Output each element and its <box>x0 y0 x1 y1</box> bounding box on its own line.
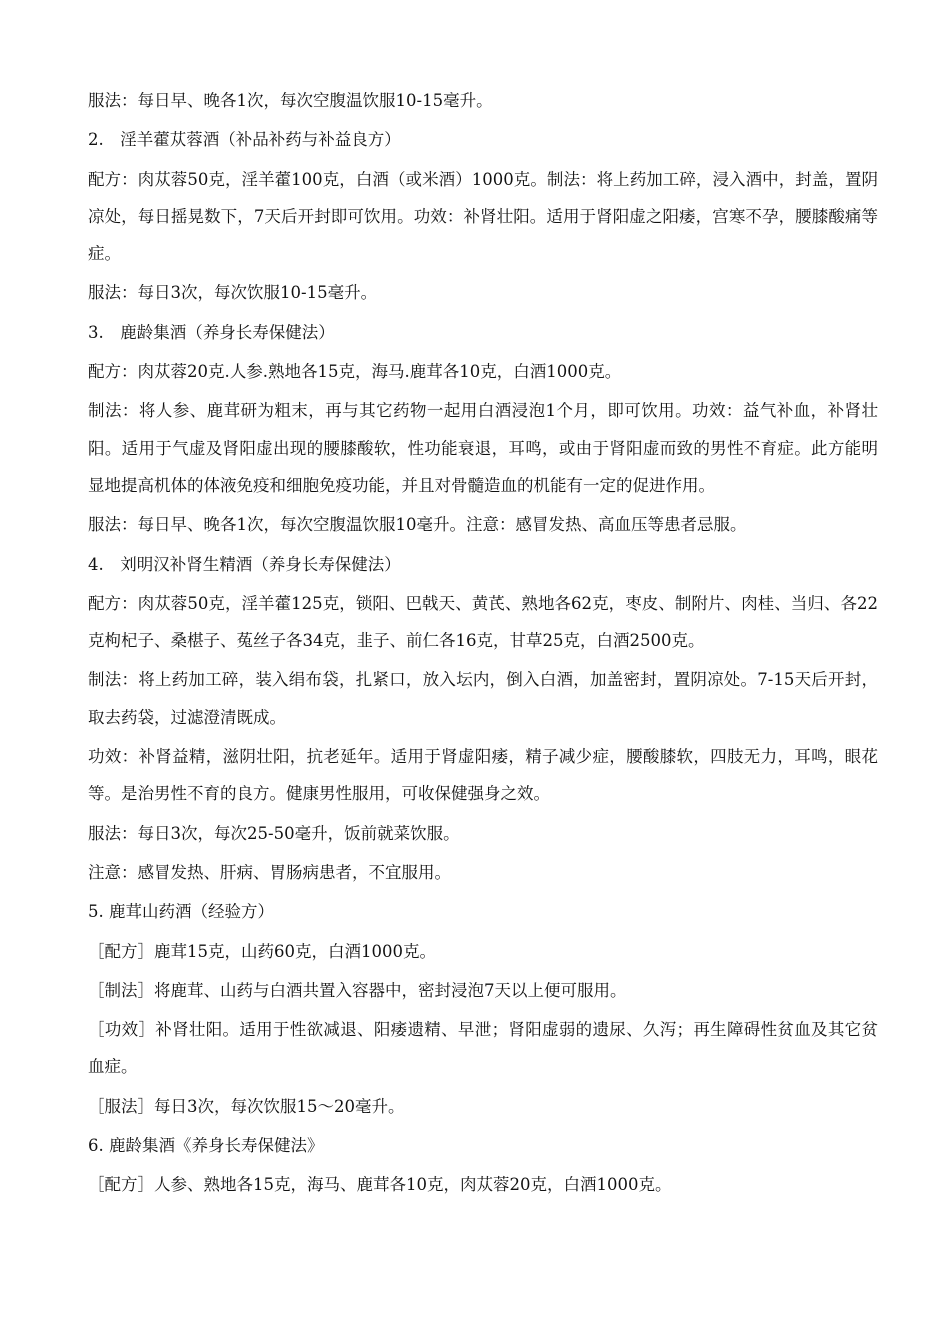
section-heading: 6. 鹿龄集酒《养身长寿保健法》 <box>88 1136 324 1156</box>
section-heading: 3. 鹿龄集酒（养身长寿保健法） <box>88 322 335 342</box>
paragraph: ［配方］人参、熟地各15克，海马、鹿茸各10克，肉苁蓉20克，白酒1000克。 <box>88 1175 672 1195</box>
paragraph: 功效：补肾益精，滋阴壮阳，抗老延年。适用于肾虚阳痿，精子减少症，腰酸膝软，四肢无力，耳鸣，眼花等。是治男性不育的良方。健康男性服用，可收保健强身之效。 <box>88 747 878 804</box>
paragraph: 配方：肉苁蓉50克，淫羊藿100克，白酒（或米酒）1000克。制法：将上药加工碎，浸入酒中，封盖，置阴凉处，每日摇晃数下，7天后开封即可饮用。功效：补肾壮阳。适用于肾阳虚之阳痿，宫寒不孕，腰膝酸痛等症。 <box>88 169 878 264</box>
paragraph: 制法：将上药加工碎，装入绢布袋，扎紧口，放入坛内，倒入白酒，加盖密封，置阴凉处。7-15天后开封，取去药袋，过滤澄清既成。 <box>88 670 878 727</box>
paragraph: 制法：将人参、鹿茸研为粗末，再与其它药物一起用白酒浸泡1个月，即可饮用。功效：益气补血，补肾壮阳。适用于气虚及肾阳虚出现的腰膝酸软，性功能衰退，耳鸣，或由于肾阳虚而致的男性不育症。此方能明显地提高机体的体液免疫和细胞免疫功能，并且对骨髓造血的机能有一定的促进作用。 <box>88 401 878 495</box>
paragraph: 注意：感冒发热、肝病、胃肠病患者，不宜服用。 <box>88 862 451 882</box>
paragraph: ［制法］将鹿茸、山药与白酒共置入容器中，密封浸泡7天以上便可服用。 <box>88 980 627 1000</box>
section-heading: 4. 刘明汉补肾生精酒（养身长寿保健法） <box>88 554 401 574</box>
paragraph: 服法：每日早、晚各1次，每次空腹温饮服10-15毫升。 <box>88 91 493 110</box>
paragraph: 服法：每日3次，每次25-50毫升，饭前就菜饮服。 <box>88 823 460 843</box>
paragraph: ［服法］每日3次，每次饮服15～20毫升。 <box>88 1096 405 1116</box>
section-heading: 2. 淫羊藿苁蓉酒（补品补药与补益良方） <box>88 130 401 150</box>
document-page <box>88 82 878 1206</box>
paragraph: 配方：肉苁蓉50克，淫羊藿125克，锁阳、巴戟天、黄芪、熟地各62克，枣皮、制附片、肉桂、当归、各22克枸杞子、桑椹子、菟丝子各34克，韭子、前仁各16克，甘草25克，白酒2500克。 <box>88 593 878 651</box>
paragraph: 服法：每日早、晚各1次，每次空腹温饮服10毫升。注意：感冒发热、高血压等患者忌服。 <box>88 515 747 535</box>
section-heading: 5. 鹿茸山药酒（经验方） <box>88 902 274 922</box>
paragraph: ［功效］补肾壮阳。适用于性欲减退、阳痿遗精、早泄；肾阳虚弱的遗尿、久泻；再生障碍性贫血及其它贫血症。 <box>88 1020 878 1077</box>
paragraph: ［配方］鹿茸15克，山药60克，白酒1000克。 <box>88 941 436 961</box>
paragraph: 配方：肉苁蓉20克.人参.熟地各15克，海马.鹿茸各10克，白酒1000克。 <box>88 362 622 382</box>
paragraph: 服法：每日3次，每次饮服10-15毫升。 <box>88 283 378 303</box>
